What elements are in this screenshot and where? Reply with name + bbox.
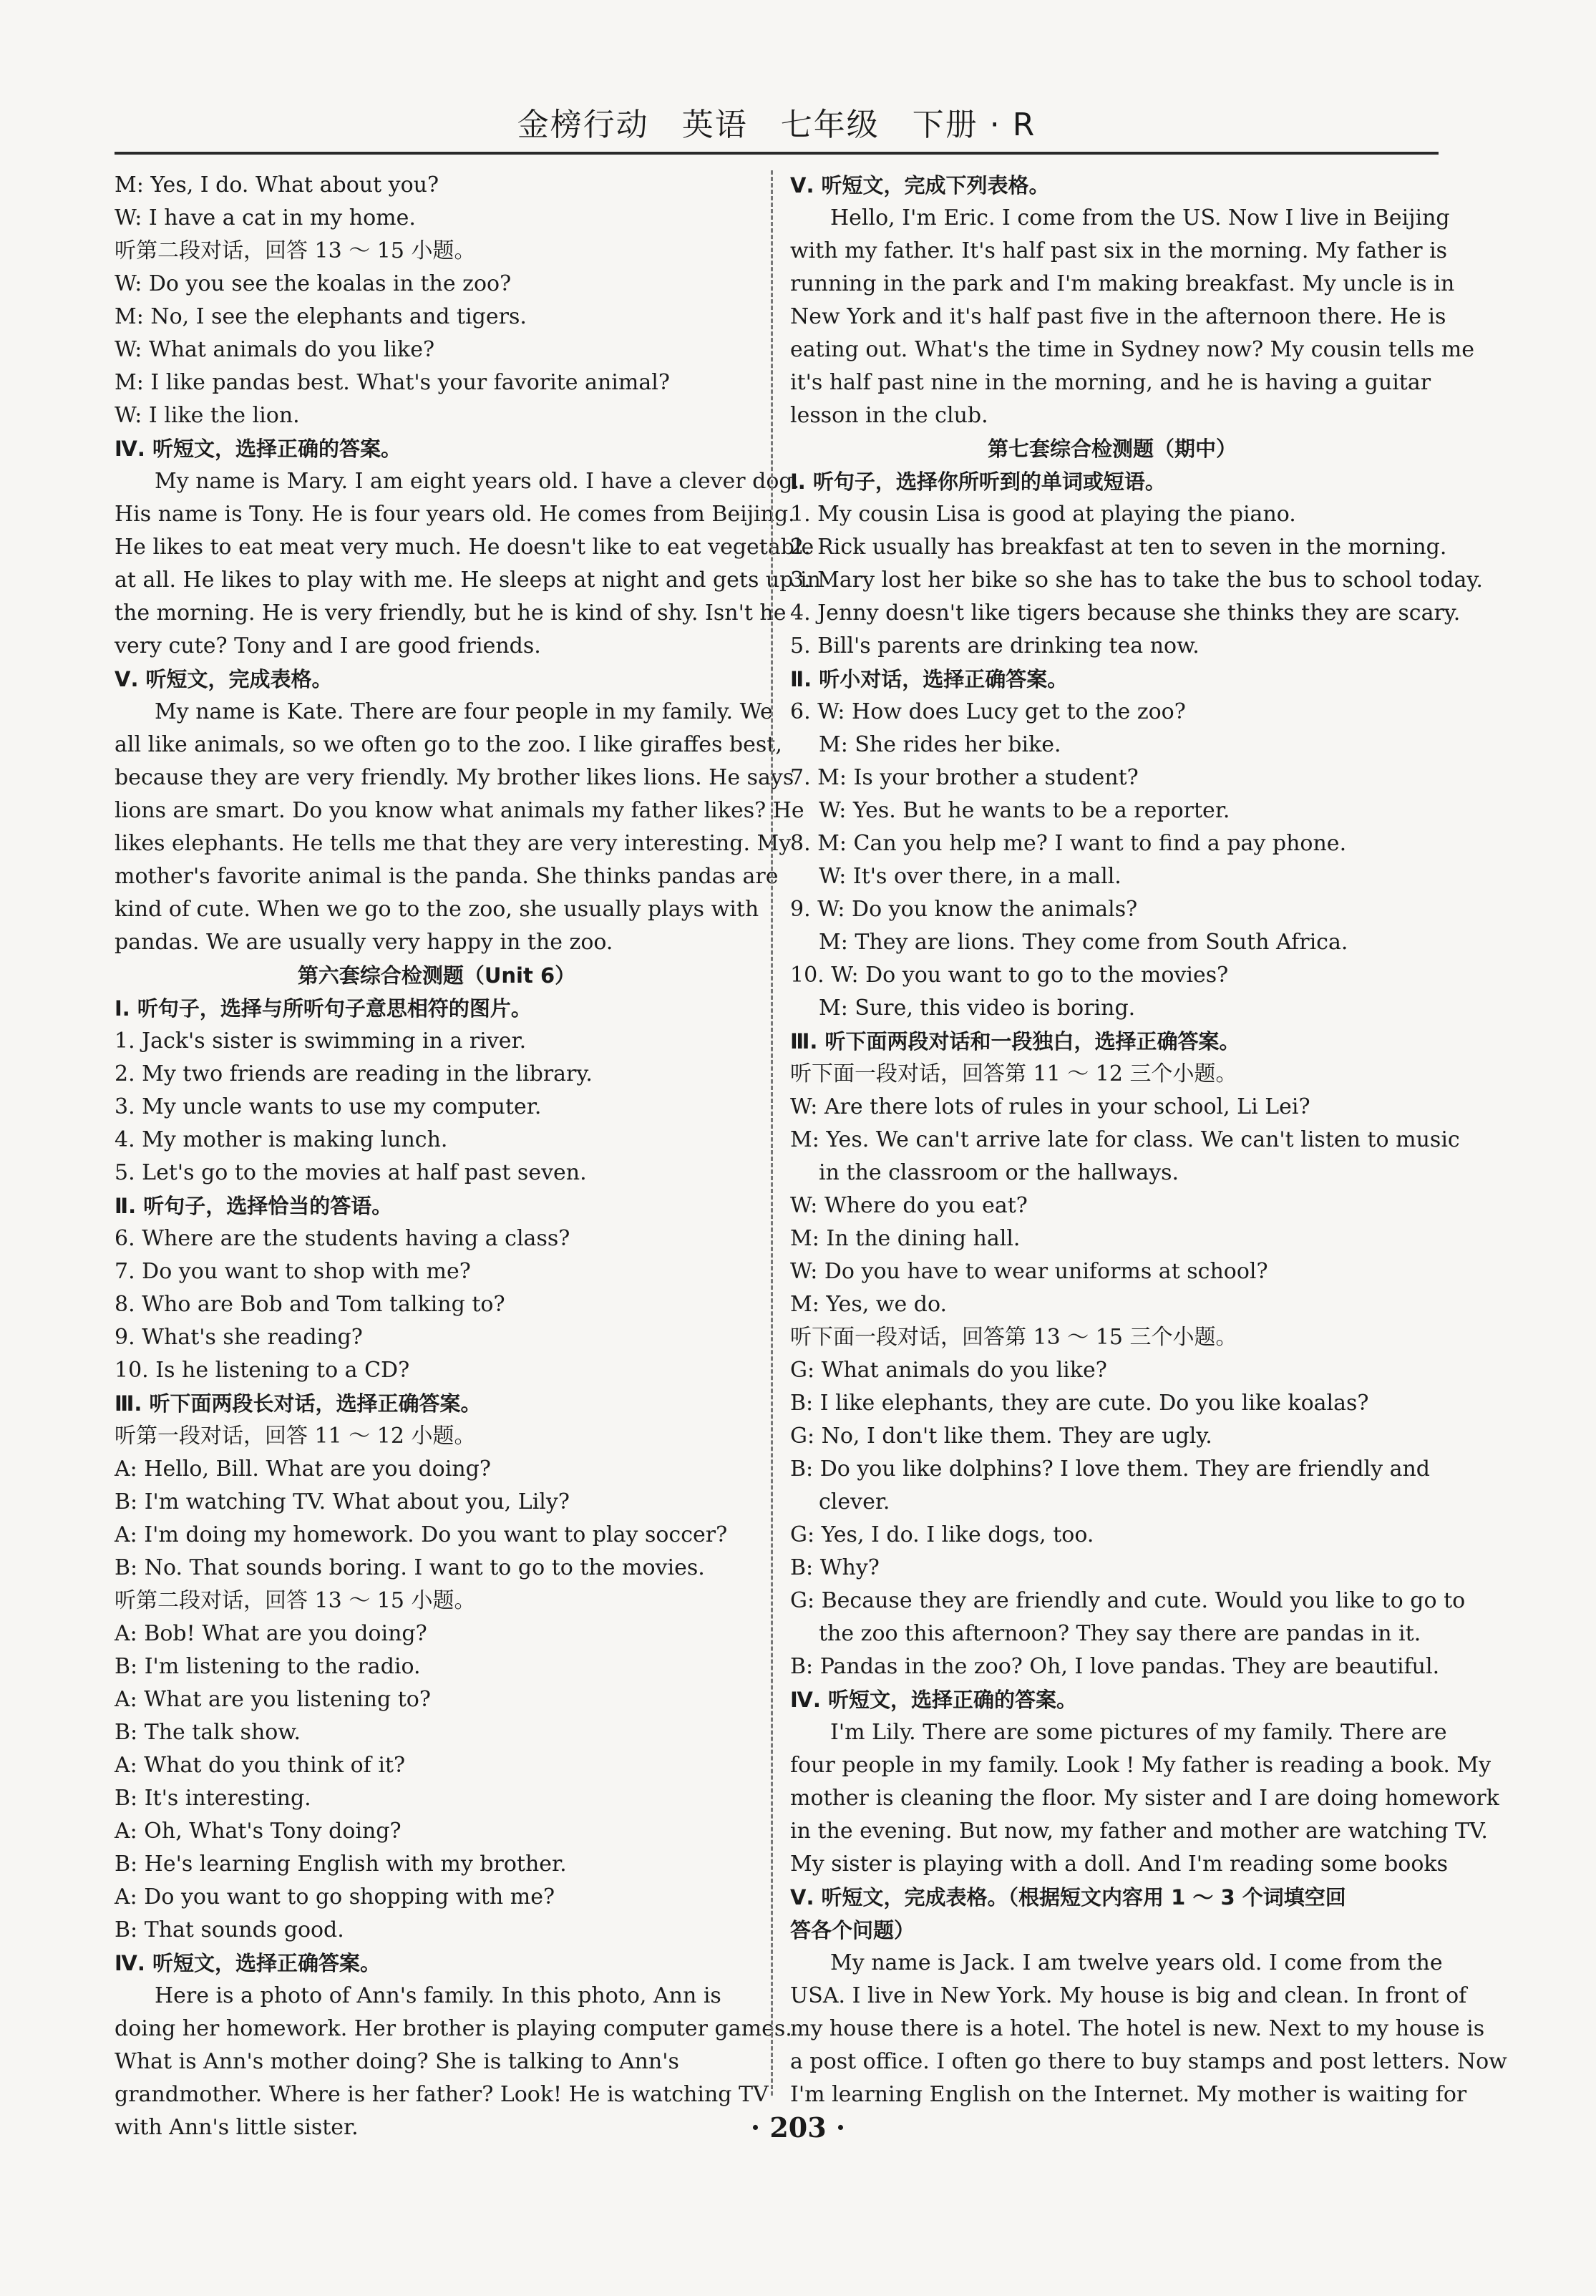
text-line: with my father. It's half past six in the morning. My father is <box>790 238 1448 263</box>
text-line: A: Oh, What's Tony doing? <box>115 1819 402 1844</box>
text-line: W: Are there lots of rules in your school, Li Lei? <box>790 1094 1310 1119</box>
text-line: G: Yes, I do. I like dogs, too. <box>790 1522 1094 1547</box>
text-line: I'm Lily. There are some pictures of my family. There are <box>830 1720 1447 1745</box>
text-line: at all. He likes to play with me. He sleeps at night and gets up in <box>115 568 821 593</box>
text-line: with Ann's little sister. <box>115 2115 359 2140</box>
text-line: His name is Tony. He is four years old. He comes from Beijing. <box>115 502 795 527</box>
text-line: 4. Jenny doesn't like tigers because she thinks they are scary. <box>790 600 1461 626</box>
text-line: W: Do you have to wear uniforms at school? <box>790 1259 1268 1284</box>
text-line: W: I like the lion. <box>115 403 300 428</box>
text-line: 1. My cousin Lisa is good at playing the piano. <box>790 502 1296 527</box>
text-line: 5. Let's go to the movies at half past seven. <box>115 1160 587 1185</box>
text-line: the zoo this afternoon? They say there are pandas in it. <box>819 1621 1421 1646</box>
text-line: clever. <box>819 1489 890 1514</box>
text-line: 2. My two friends are reading in the library. <box>115 1061 593 1086</box>
section-heading: Ⅱ. 听句子，选择恰当的答语。 <box>115 1194 393 1218</box>
text-line: doing her homework. Her brother is playing computer games. <box>115 2016 792 2041</box>
text-line: 3. My uncle wants to use my computer. <box>115 1094 542 1119</box>
text-line: 听第二段对话，回答 13 ～ 15 小题。 <box>115 238 476 263</box>
test-title: 第七套综合检测题（期中） <box>987 437 1237 461</box>
text-line: I'm learning English on the Internet. My mother is waiting for <box>790 2082 1467 2107</box>
text-line: What is Ann's mother doing? She is talking to Ann's <box>115 2049 679 2074</box>
text-line: A: What are you listening to? <box>115 1687 431 1712</box>
text-line: M: Sure, this video is boring. <box>819 996 1136 1021</box>
text-line: because they are very friendly. My brother likes lions. He says <box>115 765 794 790</box>
text-line: W: It's over there, in a mall. <box>819 864 1121 889</box>
text-line: M: Yes, we do. <box>790 1292 948 1317</box>
text-line: very cute? Tony and I are good friends. <box>115 633 541 658</box>
text-line: B: That sounds good. <box>115 1917 344 1942</box>
text-line: G: No, I don't like them. They are ugly. <box>790 1424 1212 1449</box>
text-line: running in the park and I'm making breakfast. My uncle is in <box>790 271 1455 296</box>
text-line: the morning. He is very friendly, but he is kind of shy. Isn't he <box>115 600 787 626</box>
text-line: G: Because they are friendly and cute. Would you like to go to <box>790 1588 1466 1613</box>
text-line: A: What do you think of it? <box>115 1753 406 1778</box>
text-line: 8. M: Can you help me? I want to find a pay phone. <box>790 831 1347 856</box>
text-line: 听下面一段对话，回答第 13 ～ 15 三个小题。 <box>790 1325 1237 1350</box>
section-heading: Ⅲ. 听下面两段长对话，选择正确答案。 <box>115 1391 482 1416</box>
text-line: B: Why? <box>790 1555 880 1580</box>
text-line: M: They are lions. They come from South Africa. <box>819 930 1348 955</box>
section-heading: Ⅴ. 听短文，完成下列表格。 <box>790 173 1050 198</box>
text-line: Here is a photo of Ann's family. In this photo, Ann is <box>155 1983 721 2008</box>
text-line: 5. Bill's parents are drinking tea now. <box>790 633 1200 658</box>
text-line: 8. Who are Bob and Tom talking to? <box>115 1292 505 1317</box>
text-line: in the classroom or the hallways. <box>819 1160 1179 1185</box>
text-line: New York and it's half past five in the afternoon there. He is <box>790 304 1446 329</box>
text-line: 听下面一段对话，回答第 11 ～ 12 三个小题。 <box>790 1061 1237 1086</box>
text-line: W: What animals do you like? <box>115 337 435 362</box>
text-line: B: The talk show. <box>115 1720 301 1745</box>
text-line: my house there is a hotel. The hotel is new. Next to my house is <box>790 2016 1485 2041</box>
text-line: USA. I live in New York. My house is big and clean. In front of <box>790 1983 1467 2008</box>
text-line: A: Do you want to go shopping with me? <box>115 1884 555 1910</box>
section-heading: Ⅳ. 听短文，选择正确的答案。 <box>790 1688 1077 1712</box>
text-line: Hello, I'm Eric. I come from the US. Now I live in Beijing <box>830 205 1450 230</box>
text-line: A: Bob! What are you doing? <box>115 1621 427 1646</box>
text-line: 6. Where are the students having a class? <box>115 1226 570 1251</box>
text-line: M: Yes. We can't arrive late for class. We can't listen to music <box>790 1127 1460 1152</box>
text-line: kind of cute. When we go to the zoo, she usually plays with <box>115 897 759 922</box>
text-line: 1. Jack's sister is swimming in a river. <box>115 1028 527 1054</box>
text-line: 4. My mother is making lunch. <box>115 1127 448 1152</box>
text-line: B: Pandas in the zoo? Oh, I love pandas. They are beautiful. <box>790 1654 1440 1679</box>
text-line: grandmother. Where is her father? Look! He is watching TV <box>115 2082 769 2107</box>
text-line: it's half past nine in the morning, and he is having a guitar <box>790 370 1431 395</box>
text-line: four people in my family. Look ! My father is reading a book. My <box>790 1753 1492 1778</box>
text-line: My name is Kate. There are four people in my family. We <box>155 699 773 724</box>
text-line: 听第二段对话，回答 13 ～ 15 小题。 <box>115 1588 476 1613</box>
text-line: 9. W: Do you know the animals? <box>790 897 1138 922</box>
section-heading: Ⅱ. 听小对话，选择正确答案。 <box>790 667 1069 691</box>
text-line: lions are smart. Do you know what animals my father likes? He <box>115 798 804 823</box>
text-line: M: No, I see the elephants and tigers. <box>115 304 527 329</box>
text-line: M: I like pandas best. What's your favorite animal? <box>115 370 670 395</box>
text-line: pandas. We are usually very happy in the zoo. <box>115 930 613 955</box>
text-line: G: What animals do you like? <box>790 1358 1107 1383</box>
text-line: My sister is playing with a doll. And I'm reading some books <box>790 1852 1448 1877</box>
text-line: 6. W: How does Lucy get to the zoo? <box>790 699 1186 724</box>
section-heading: Ⅴ. 听短文，完成表格。 <box>115 667 333 691</box>
text-line: likes elephants. He tells me that they are very interesting. My <box>115 831 792 856</box>
text-line: A: I'm doing my homework. Do you want to play soccer? <box>115 1522 728 1547</box>
text-line: B: I'm watching TV. What about you, Lily? <box>115 1489 570 1514</box>
text-line: eating out. What's the time in Sydney now? My cousin tells me <box>790 337 1474 362</box>
text-line: My name is Jack. I am twelve years old. I come from the <box>830 1950 1443 1975</box>
text-line: mother's favorite animal is the panda. She thinks pandas are <box>115 864 779 889</box>
section-heading: Ⅳ. 听短文，选择正确答案。 <box>115 1951 381 1975</box>
header-rule <box>115 152 1439 155</box>
text-line: B: It's interesting. <box>115 1786 311 1811</box>
column-divider <box>771 170 773 2096</box>
text-line: 10. W: Do you want to go to the movies? <box>790 963 1229 988</box>
text-line: 10. Is he listening to a CD? <box>115 1358 410 1383</box>
text-line: 9. What's she reading? <box>115 1325 363 1350</box>
text-line: lesson in the club. <box>790 403 988 428</box>
text-line: A: Hello, Bill. What are you doing? <box>115 1456 491 1482</box>
text-line: in the evening. But now, my father and mother are watching TV. <box>790 1819 1488 1844</box>
text-line: B: Do you like dolphins? I love them. They are friendly and <box>790 1456 1431 1482</box>
text-line: He likes to eat meat very much. He doesn't like to eat vegetable <box>115 535 814 560</box>
test-title: 第六套综合检测题（Unit 6） <box>297 963 576 988</box>
section-heading: Ⅴ. 听短文，完成表格。（根据短文内容用 1 ～ 3 个词填空回 <box>790 1885 1346 1910</box>
text-line: M: She rides her bike. <box>819 732 1061 757</box>
text-line: all like animals, so we often go to the zoo. I like giraffes best, <box>115 732 782 757</box>
text-line: W: Where do you eat? <box>790 1193 1028 1218</box>
right-column <box>790 169 1507 2111</box>
text-line: 3. Mary lost her bike so she has to take the bus to school today. <box>790 568 1483 593</box>
section-heading: Ⅰ. 听句子，选择与所听句子意思相符的图片。 <box>115 996 532 1021</box>
section-heading: 答各个问题） <box>790 1918 915 1942</box>
text-line: 7. M: Is your brother a student? <box>790 765 1139 790</box>
text-line: W: Yes. But he wants to be a reporter. <box>819 798 1230 823</box>
page-header: 金榜行动 英语 七年级 下册 · R <box>517 107 1036 143</box>
section-heading: Ⅲ. 听下面两段对话和一段独白，选择正确答案。 <box>790 1029 1240 1054</box>
text-line: My name is Mary. I am eight years old. I have a clever dog. <box>155 469 800 494</box>
page-number: · 203 · <box>750 2111 846 2144</box>
text-line: M: In the dining hall. <box>790 1226 1021 1251</box>
text-line: 2. Rick usually has breakfast at ten to seven in the morning. <box>790 535 1447 560</box>
section-heading: Ⅰ. 听句子，选择你所听到的单词或短语。 <box>790 470 1166 494</box>
text-line: a post office. I often go there to buy stamps and post letters. Now <box>790 2049 1507 2074</box>
text-line: B: I'm listening to the radio. <box>115 1654 421 1679</box>
text-line: 听第一段对话，回答 11 ～ 12 小题。 <box>115 1424 476 1449</box>
text-line: W: I have a cat in my home. <box>115 205 416 230</box>
section-heading: Ⅳ. 听短文，选择正确的答案。 <box>115 437 402 461</box>
text-line: B: He's learning English with my brother. <box>115 1852 567 1877</box>
text-line: B: I like elephants, they are cute. Do you like koalas? <box>790 1391 1369 1416</box>
text-line: B: No. That sounds boring. I want to go to the movies. <box>115 1555 705 1580</box>
text-line: 7. Do you want to shop with me? <box>115 1259 471 1284</box>
text-line: W: Do you see the koalas in the zoo? <box>115 271 512 296</box>
text-line: M: Yes, I do. What about you? <box>115 172 439 198</box>
text-line: mother is cleaning the floor. My sister and I are doing homework <box>790 1786 1499 1811</box>
